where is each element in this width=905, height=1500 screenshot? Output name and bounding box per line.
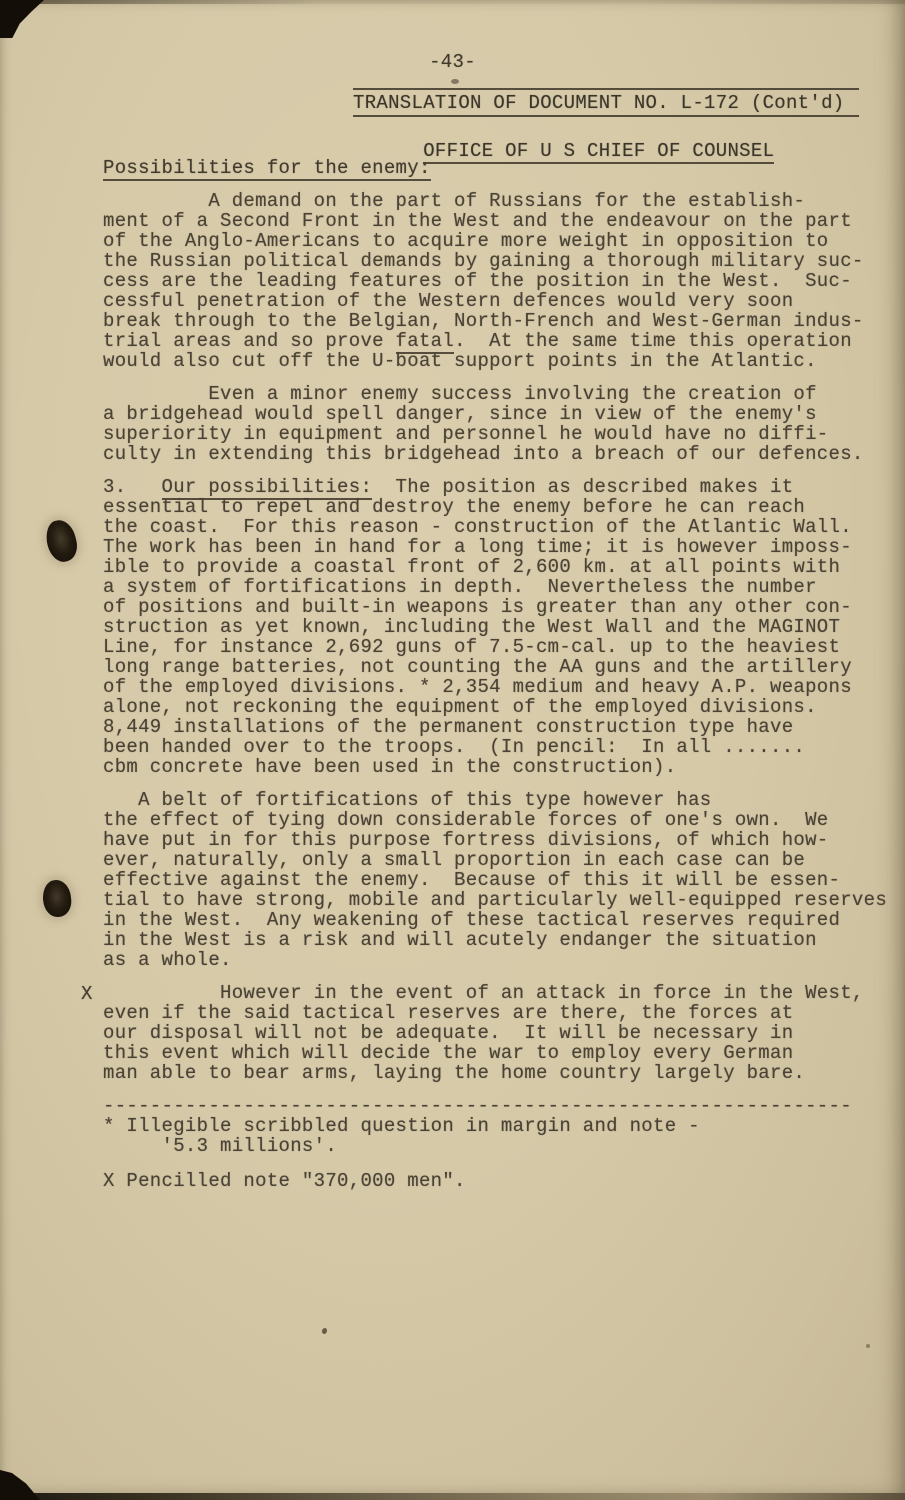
- paragraph: [103, 790, 893, 970]
- text-line: been handed over to the troops. (In pencil: In all .......: [103, 736, 806, 758]
- text-line: our disposal will not be adequate. It will be necessary in: [103, 1022, 794, 1044]
- ink-speck: [866, 1344, 870, 1348]
- text-line: * Illegible scribbled question in margin and note -: [103, 1115, 700, 1137]
- text-line: 3. Our possibilities: The position as described makes it: [103, 476, 794, 498]
- footnotes-container: [103, 1116, 893, 1191]
- text-line: in the West. Any weakening of these tactical reserves required: [103, 909, 841, 931]
- text-line: essential to repel and destroy the enemy before he can reach: [103, 496, 806, 518]
- text-line: cbm concrete have been used in the construction).: [103, 756, 677, 778]
- text-line: a bridgehead would spell danger, since in view of the enemy's: [103, 403, 817, 425]
- margin-annotation-x: X: [81, 983, 93, 1005]
- text-line: Line, for instance 2,692 guns of 7.5-cm-cal. up to the heaviest: [103, 636, 841, 658]
- ink-speck: [451, 79, 459, 84]
- scan-edge-bottom: [0, 1493, 905, 1500]
- text-line: this event which will decide the war to employ every German: [103, 1042, 794, 1064]
- text-line: man able to bear arms, laying the home country largely bare.: [103, 1062, 806, 1084]
- text-line: of positions and built-in weapons is greater than any other con-: [103, 596, 852, 618]
- text-line: X Pencilled note "370,000 men".: [103, 1170, 466, 1192]
- text-line: alone, not reckoning the equipment of the employed divisions.: [103, 696, 817, 718]
- text-line: Even a minor enemy success involving the creation of: [103, 383, 817, 405]
- text-line: ever, naturally, only a small proportion in each case can be: [103, 849, 806, 871]
- text-line: a system of fortifications in depth. Nevertheless the number: [103, 576, 817, 598]
- text-line: A demand on the part of Russians for the establish-: [103, 190, 806, 212]
- hole-punch-bottom: [41, 879, 73, 919]
- text-line: of the employed divisions. * 2,354 medium and heavy A.P. weapons: [103, 676, 852, 698]
- scan-edge-top: [0, 0, 905, 4]
- text-line: in the West is a risk and will acutely endanger the situation: [103, 929, 817, 951]
- footnote-separator: ----------------------------------------------------------------: [103, 1095, 852, 1117]
- text-line: the effect of tying down considerable forces of one's own. We: [103, 809, 829, 831]
- section-heading-label: Possibilities for the enemy:: [103, 157, 431, 179]
- hole-punch-top: [42, 517, 80, 565]
- text-line: cess are the leading features of the position in the West. Suc-: [103, 270, 852, 292]
- text-line: A belt of fortifications of this type however has: [103, 789, 712, 811]
- text-line: However in the event of an attack in force in the West,: [103, 982, 864, 1004]
- text-line: break through to the Belgian, North-French and West-German indus-: [103, 310, 864, 332]
- text-line: tial to have strong, mobile and particularly well-equipped reserves: [103, 889, 888, 911]
- text-line: struction as yet known, including the West Wall and the MAGINOT: [103, 616, 841, 638]
- scan-corner-mark-top-left: [0, 0, 44, 38]
- text-line: of the Anglo-Americans to acquire more weight in opposition to: [103, 230, 829, 252]
- text-line: cessful penetration of the Western defences would very soon: [103, 290, 794, 312]
- text-line: have put in for this purpose fortress divisions, of which how-: [103, 829, 829, 851]
- scan-corner-mark-bottom-left: [0, 1470, 40, 1500]
- paragraph: [103, 191, 893, 371]
- header-office-label: OFFICE OF U S CHIEF OF COUNSEL: [423, 140, 775, 162]
- text-line: even if the said tactical reserves are there, the forces at: [103, 1002, 794, 1024]
- text-line: would also cut off the U-boat support points in the Atlantic.: [103, 350, 817, 372]
- paragraphs-container: [81, 190, 893, 1084]
- header-title: TRANSLATION OF DOCUMENT NO. L-172 (Cont'd): [353, 88, 859, 117]
- text-line: superiority in equipment and personnel he would have no diffi-: [103, 423, 829, 445]
- page-number: -43-: [429, 51, 476, 73]
- text-line: ible to provide a coastal front of 2,600 km. at all points with: [103, 556, 841, 578]
- paragraph: [103, 477, 893, 777]
- footnote: [103, 1171, 893, 1191]
- text-line: ment of a Second Front in the West and the endeavour on the part: [103, 210, 852, 232]
- text-line: the coast. For this reason - construction of the Atlantic Wall.: [103, 516, 852, 538]
- text-line: culty in extending this bridgehead into a breach of our defences.: [103, 443, 864, 465]
- section-heading: [103, 158, 893, 178]
- text-line: effective against the enemy. Because of this it will be essen-: [103, 869, 841, 891]
- ink-speck: [321, 1327, 328, 1334]
- text-line: as a whole.: [103, 949, 232, 971]
- paragraph: [81, 982, 893, 1084]
- text-line: 8,449 installations of the permanent construction type have: [103, 716, 794, 738]
- text-line: '5.3 millions'.: [103, 1135, 338, 1157]
- text-line: the Russian political demands by gaining a thorough military suc-: [103, 250, 864, 272]
- text-line: The work has been in hand for a long time; it is however imposs-: [103, 536, 852, 558]
- paragraph: [103, 384, 893, 464]
- document-body: [81, 157, 893, 1206]
- footnote: [103, 1116, 893, 1156]
- text-line: trial areas and so prove fatal. At the same time this operation: [103, 330, 852, 352]
- text-line: long range batteries, not counting the AA guns and the artillery: [103, 656, 852, 678]
